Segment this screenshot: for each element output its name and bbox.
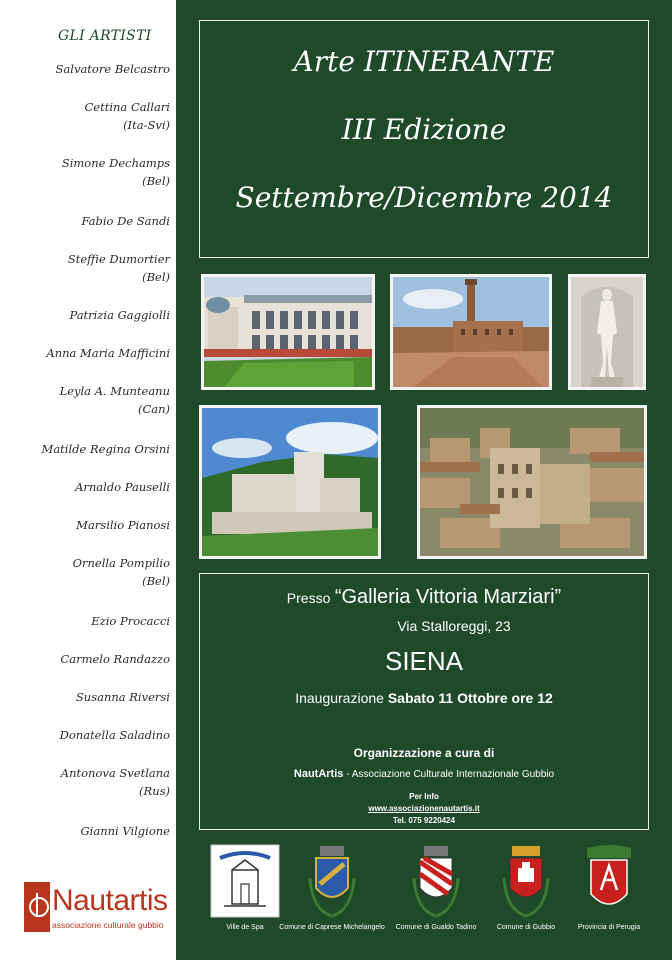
artist-country: (Bel) xyxy=(142,174,170,188)
artist-name: Susanna Riversi xyxy=(75,690,170,704)
artist-country: (Bel) xyxy=(142,574,170,588)
photo-siena-piazza xyxy=(390,274,552,390)
artist-country: (Ita-Svi) xyxy=(123,118,170,132)
artist-entry xyxy=(73,554,170,590)
artist-entry xyxy=(60,650,170,668)
photo-spa-palace xyxy=(201,274,375,390)
artist-entry xyxy=(68,250,170,286)
artists-column xyxy=(0,0,176,960)
inauguration-line xyxy=(200,690,648,706)
artist-entry xyxy=(60,726,170,744)
info-label: Per Info xyxy=(409,792,439,801)
artist-name: Donatella Saladino xyxy=(59,728,170,742)
artist-name: Anna Maria Mafficini xyxy=(46,346,170,360)
artist-entry xyxy=(60,382,170,418)
org-name: NautArtis xyxy=(293,768,344,780)
artist-name: Ezio Procacci xyxy=(91,614,170,628)
crest-label-perugia: Provincia di Perugia xyxy=(577,924,641,931)
photo-fortress xyxy=(199,405,381,559)
phone-number: Tel. 075 9220424 xyxy=(392,816,456,825)
artist-name: Patrizia Gaggiolli xyxy=(69,308,170,322)
artist-name: Marsilio Pianosi xyxy=(76,518,170,532)
artist-name: Ornella Pompilio xyxy=(72,556,170,570)
title-line-3: Settembre/Dicembre 2014 xyxy=(235,181,613,214)
artist-entry xyxy=(76,688,170,706)
venue-city: SIENA xyxy=(384,646,464,676)
gallery-name: “Galleria Vittoria Marziari” xyxy=(334,586,562,608)
artist-entry xyxy=(81,212,170,230)
artist-entry xyxy=(85,98,171,134)
artist-entry xyxy=(75,478,170,496)
org-title: Organizzazione a cura di xyxy=(353,746,495,760)
artist-entry xyxy=(80,822,170,840)
inauguration-prefix: Inaugurazione xyxy=(295,690,384,706)
artists-title: GLI ARTISTI xyxy=(58,28,152,44)
artist-name: Fabio De Sandi xyxy=(81,214,170,228)
artist-name: Carmelo Randazzo xyxy=(60,652,170,666)
gubbio-crest xyxy=(498,844,554,927)
crest-label-spa: Ville de Spa xyxy=(226,924,264,931)
org-description: - Associazione Culturale Internazionale Gubbio xyxy=(346,769,555,780)
title-box xyxy=(199,20,649,258)
artist-entry xyxy=(69,306,170,324)
venue-address: Via Stalloreggi, 23 xyxy=(397,618,511,634)
gualdo-tadino-crest xyxy=(408,844,464,927)
gallery-line xyxy=(200,586,648,609)
artist-entry xyxy=(61,764,170,800)
artist-entry xyxy=(46,344,170,362)
artist-name: Salvatore Belcastro xyxy=(55,62,170,76)
artist-name: Matilde Regina Orsini xyxy=(41,442,170,456)
artist-entry xyxy=(62,154,170,190)
artist-name: Antonova Svetlana xyxy=(60,766,170,780)
crest-label-caprese: Comune di Caprese Michelangelo xyxy=(279,924,385,931)
artist-name: Arnaldo Pauselli xyxy=(75,480,170,494)
crest-label-gubbio: Comune di Gubbio xyxy=(496,924,556,931)
crests-row xyxy=(176,840,672,960)
artist-entry xyxy=(56,60,170,78)
artist-entry xyxy=(76,516,170,534)
provincia-perugia-crest xyxy=(581,844,637,927)
photo-gubbio-aerial xyxy=(417,405,647,559)
ship-wheel-icon xyxy=(24,882,50,932)
presso-label: Presso xyxy=(286,590,331,606)
crest-label-gualdo: Comune di Gualdo Tadino xyxy=(395,924,477,931)
artist-country: (Can) xyxy=(137,402,170,416)
website-link[interactable]: www.associazionenautartis.it xyxy=(368,804,480,813)
artist-name: Cettina Callari xyxy=(84,100,170,114)
green-panel xyxy=(176,0,672,960)
org-line xyxy=(200,768,648,780)
caprese-michelangelo-crest xyxy=(304,844,360,927)
logo-name: Nautartis xyxy=(52,884,168,917)
title-line-2: III Edizione xyxy=(341,113,507,146)
inauguration-date: Sabato 11 Ottobre ore 12 xyxy=(387,690,553,706)
ville-de-spa-crest xyxy=(210,844,280,923)
logo-subtitle: associazione culturale gubbio xyxy=(52,920,164,930)
nautartis-logo xyxy=(24,882,174,932)
artist-name: Leyla A. Munteanu xyxy=(59,384,170,398)
artist-country: (Rus) xyxy=(139,784,170,798)
artist-name: Steffie Dumortier xyxy=(67,252,170,266)
artist-entry xyxy=(91,612,170,630)
artist-country: (Bel) xyxy=(142,270,170,284)
title-line-1: Arte ITINERANTE xyxy=(293,45,555,78)
artist-name: Gianni Vilgione xyxy=(80,824,170,838)
artist-name: Simone Dechamps xyxy=(61,156,170,170)
artist-entry xyxy=(42,440,170,458)
photo-david-statue xyxy=(568,274,646,390)
venue-box xyxy=(199,573,649,830)
